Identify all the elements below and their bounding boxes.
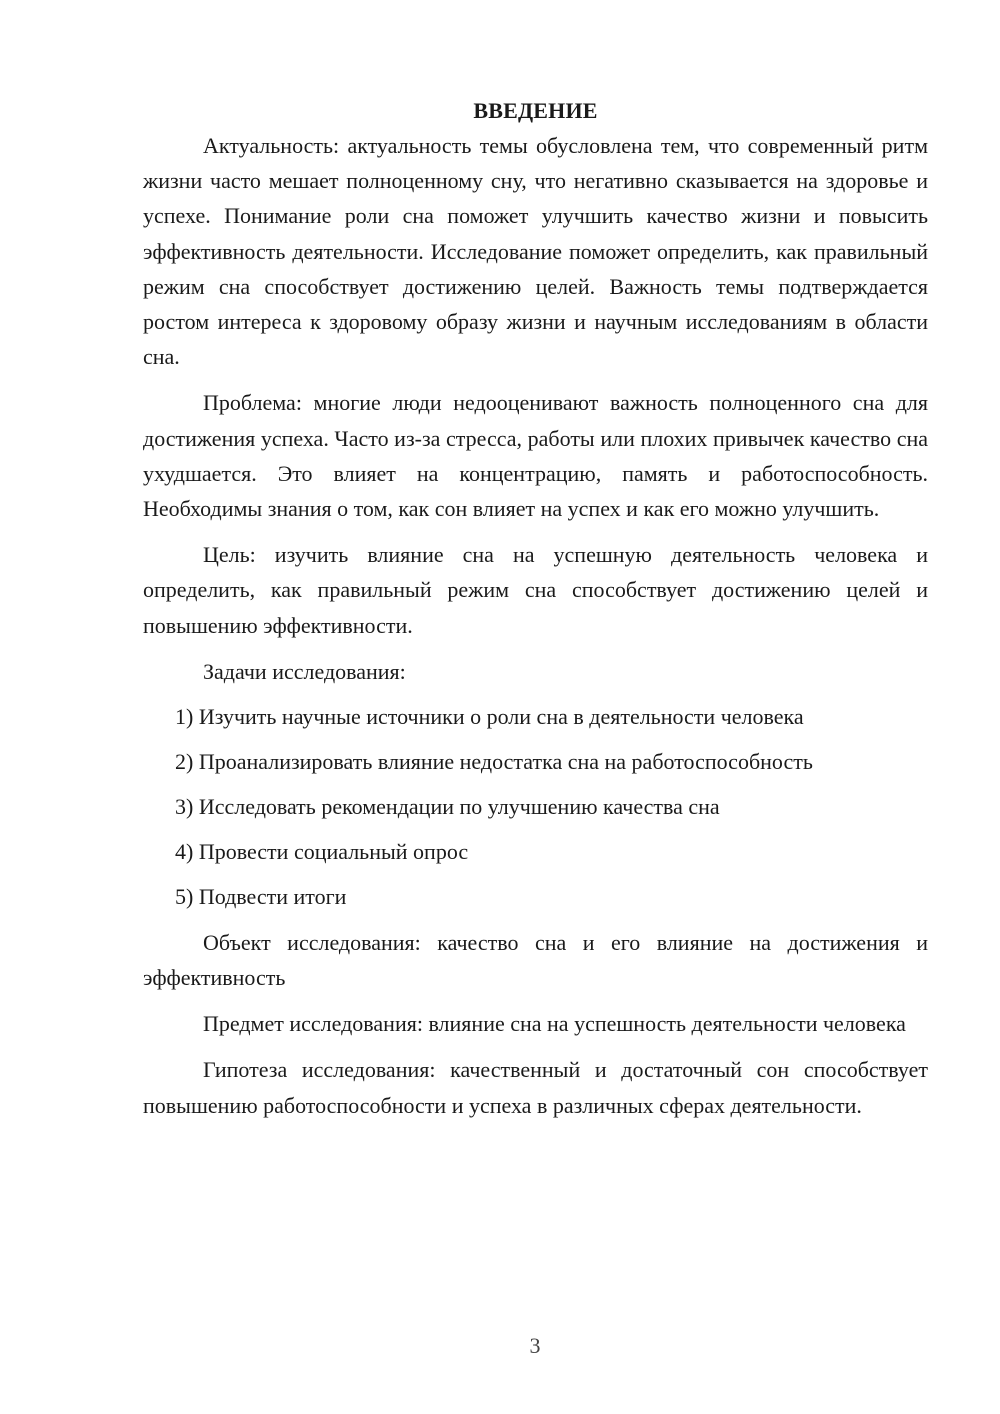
task-item-3: 3) Исследовать рекомендации по улучшению качества сна (175, 793, 720, 819)
section-title: ВВЕДЕНИЕ (473, 98, 598, 123)
task-list (143, 699, 928, 914)
task-item-1: 1) Изучить научные источники о роли сна в деятельности человека (175, 703, 804, 729)
paragraph-problem: Проблема: многие люди недооценивают важность полноценного сна для достижения успеха. Часто из-за стресса, работы или плохих привычек качество сна ухудшается. Это влияет на концентрацию, память и работоспособность. Необходимы знания о том, как сон влияет на успех и как его можно улучшить. (143, 390, 928, 522)
task-item-2: 2) Проанализировать влияние недостатка сна на работоспособность (175, 748, 813, 774)
page-number: 3 (529, 1333, 541, 1358)
task-item-5: 5) Подвести итоги (175, 883, 347, 909)
task-item-4: 4) Провести социальный опрос (175, 838, 469, 864)
paragraph-subject: Предмет исследования: влияние сна на успешность деятельности человека (203, 1011, 906, 1037)
tasks-heading: Задачи исследования: (203, 658, 406, 684)
paragraph-hypothesis: Гипотеза исследования: качественный и достаточный сон способствует повышению работоспособности и успеха в различных сферах деятельности. (143, 1057, 928, 1118)
paragraph-goal: Цель: изучить влияние сна на успешную деятельность человека и определить, как правильный режим сна способствует достижению целей и повышению эффективности. (143, 542, 928, 638)
paragraph-object: Объект исследования: качество сна и его влияние на достижения и эффективность (143, 929, 928, 991)
paragraph-relevance: Актуальность: актуальность темы обусловлена тем, что современный ритм жизни часто мешает полноценному сну, что негативно сказывается на здоровье и успехе. Понимание роли сна поможет улучшить качество жизни и повысить эффективность деятельности. Исследование поможет определить, как правильный режим сна способствует достижению целей. Важность темы подтверждается ростом интереса к здоровому образу жизни и научным исследованиям в области сна. (143, 133, 928, 370)
document-page (143, 93, 928, 1123)
